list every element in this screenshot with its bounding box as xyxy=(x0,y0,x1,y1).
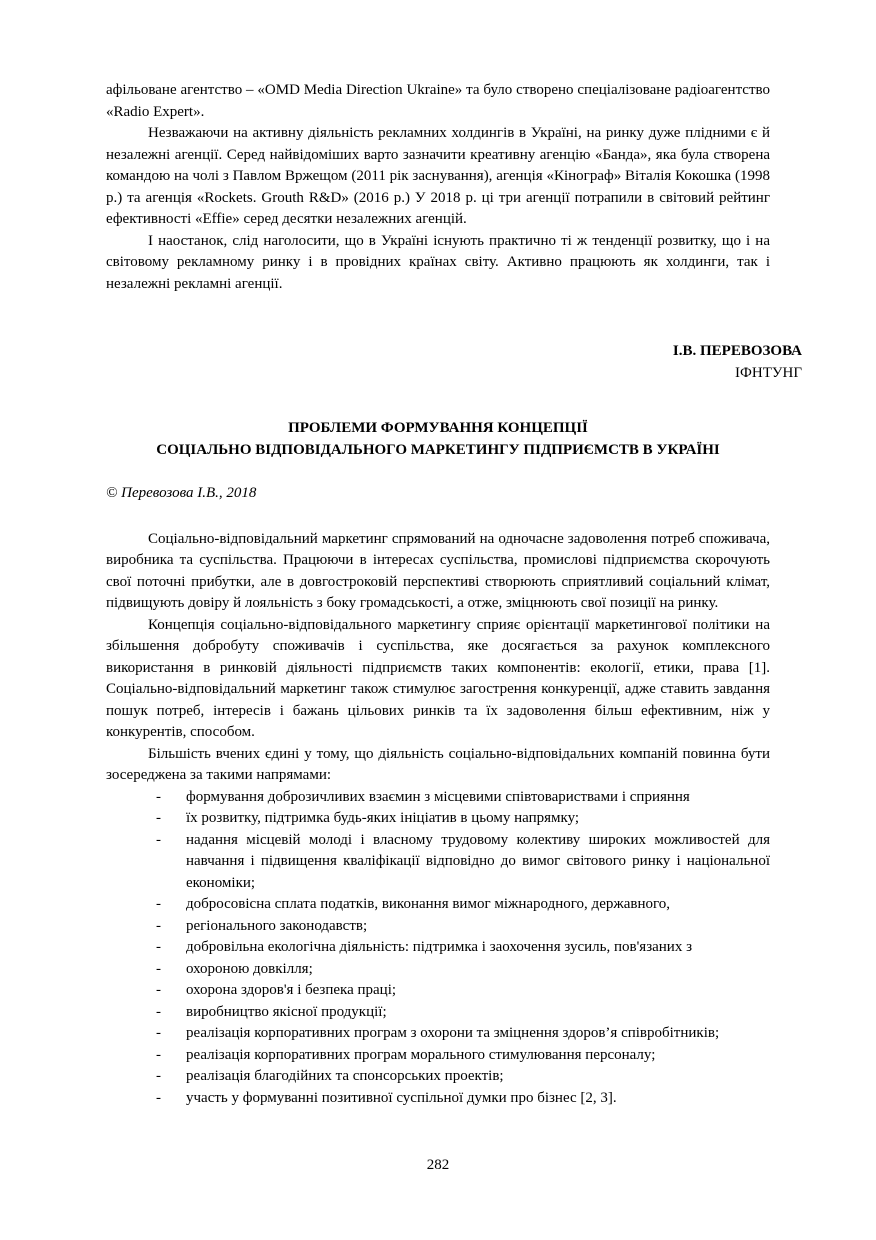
list-item-dash: - xyxy=(156,810,161,826)
list-item xyxy=(106,959,770,981)
list-item xyxy=(106,894,770,916)
list-item-text: участь у формуванні позитивної суспільної думки про бізнес [2, 3]. xyxy=(186,1089,617,1106)
intro-paragraph-3: І наостанок, слід наголосити, що в Україні існують практично ті ж тенденції розвитку, що і на світовому рекламному ринку і в провідних країнах світу. Активно працюють як холдинги, так і незалежні рекламні агенції. xyxy=(106,232,770,292)
body-paragraph-2: Концепція соціально-відповідального маркетингу сприяє орієнтації маркетингової політики на збільшення добробуту споживачів і суспільства, яке досягається за рахунок комплексного використання в ринковій діяльності підприємств таких компонентів: екології, етики, права [1]. Соціально-відповідальний маркетинг також стимулює загострення конкуренції, адже ставить завдання пошук потреб, інтересів і бажань цільових ринків та їх задоволення більш ефективним, ніж у конкурентів, способом. xyxy=(106,616,770,740)
intro-paragraph-continuation: афільоване агентство – «OMD Media Direction Ukraine» та було створено спеціалізоване радіоагентство «Radio Expert». xyxy=(106,82,770,120)
list-item-dash: - xyxy=(156,1089,161,1106)
list-item-text: виробництво якісної продукції; xyxy=(186,1003,387,1020)
list-item xyxy=(106,1023,770,1045)
list-item xyxy=(106,980,770,1002)
list-item-dash: - xyxy=(156,788,161,805)
list-item-text: їх розвитку, підтримка будь-яких ініціатив в цьому напрямку; xyxy=(186,810,580,826)
list-item-text: добровільна екологічна діяльність: підтримка і заохочення зусиль, пов'язаних з xyxy=(186,939,693,955)
list-item-dash: - xyxy=(156,917,161,934)
page-number: 282 xyxy=(426,1156,450,1173)
list-item xyxy=(106,1088,770,1110)
intro-paragraph-2: Незважаючи на активну діяльність рекламних холдингів в Україні, на ринку дуже плідними є й незалежні агенції. Серед найвідоміших варто зазначити креативну агенцію «Банда», яка була створена командою на чолі з Павлом Вржещом (2011 рік заснування), агенція «Кінограф» Віталія Кокошка (1998 р.) та агенція «Rockets. Grouth R&D» (2016 р.) У 2018 р. ці три агенції потрапили в світовий рейтинг ефективності «Effie» серед десятки незалежних агенцій. xyxy=(106,125,770,227)
copyright-line: © Перевозова І.В., 2018 xyxy=(106,485,257,501)
list-item xyxy=(106,937,770,959)
list-item-dash: - xyxy=(156,831,161,848)
list-item-text: добросовісна сплата податків, виконання вимог міжнародного, державного, xyxy=(186,896,671,912)
author-affiliation: ІФНТУНГ xyxy=(735,364,802,381)
list-item-dash: - xyxy=(156,982,161,998)
list-item-text: охорона здоров'я і безпека праці; xyxy=(186,982,397,998)
list-item-dash: - xyxy=(156,1025,161,1041)
list-item-dash: - xyxy=(156,1003,161,1020)
body-paragraph-1: Соціально-відповідальний маркетинг спрямований на одночасне задоволення потреб споживача, виробника та суспільства. Працюючи в інтересах суспільства, промислові підприємства скорочують свої поточні прибутки, але в довгостроковій перспективі створюють сприятливий соціальний клімат, підвищують довіру й лояльність з боку громадськості, а отже, зміцнюють свої позиції на ринку. xyxy=(106,530,770,611)
author-name: І.В. ПЕРЕВОЗОВА xyxy=(672,343,802,359)
list-item xyxy=(106,1045,770,1067)
list-item-text: надання місцевій молоді і власному трудовому колективу широких можливостей для навчання і підвищення кваліфікації відповідно до вимог світового ринку і національної економіки; xyxy=(186,831,770,891)
list-item xyxy=(106,916,770,938)
list-item-text: реалізація корпоративних програм з охорони та зміцнення здоров’я співробітників; xyxy=(186,1025,720,1041)
list-item-text: формування доброзичливих взаємин з місцевими співтовариствами і сприяння xyxy=(186,788,690,805)
list-item-text: реалізація благодійних та спонсорських проектів; xyxy=(186,1068,504,1084)
list-item xyxy=(106,808,770,830)
list-item-dash: - xyxy=(156,1068,161,1084)
list-item-text: регіонального законодавств; xyxy=(186,917,368,934)
list-item-text: охороною довкілля; xyxy=(186,960,313,977)
directions-list xyxy=(106,787,770,1110)
list-item-dash: - xyxy=(156,1046,161,1063)
list-item-text: реалізація корпоративних програм морального стимулювання персоналу; xyxy=(186,1046,656,1063)
list-item xyxy=(106,830,770,895)
list-item xyxy=(106,1002,770,1024)
list-item-dash: - xyxy=(156,960,161,977)
article-title-line-2: СОЦІАЛЬНО ВІДПОВІДАЛЬНОГО МАРКЕТИНГУ ПІДПРИЄМСТВ В УКРАЇНІ xyxy=(156,441,720,458)
list-item-dash: - xyxy=(156,939,161,955)
article-title xyxy=(106,418,770,461)
list-item-dash: - xyxy=(156,896,161,912)
author-block xyxy=(106,341,802,384)
list-item xyxy=(106,787,770,809)
body-paragraph-3: Більшість вчених єдині у тому, що діяльність соціально-відповідальних компаній повинна бути зосереджена за такими напрямами: xyxy=(106,745,770,783)
article-title-line-1: ПРОБЛЕМИ ФОРМУВАННЯ КОНЦЕПЦІЇ xyxy=(288,420,588,436)
list-item xyxy=(106,1066,770,1088)
